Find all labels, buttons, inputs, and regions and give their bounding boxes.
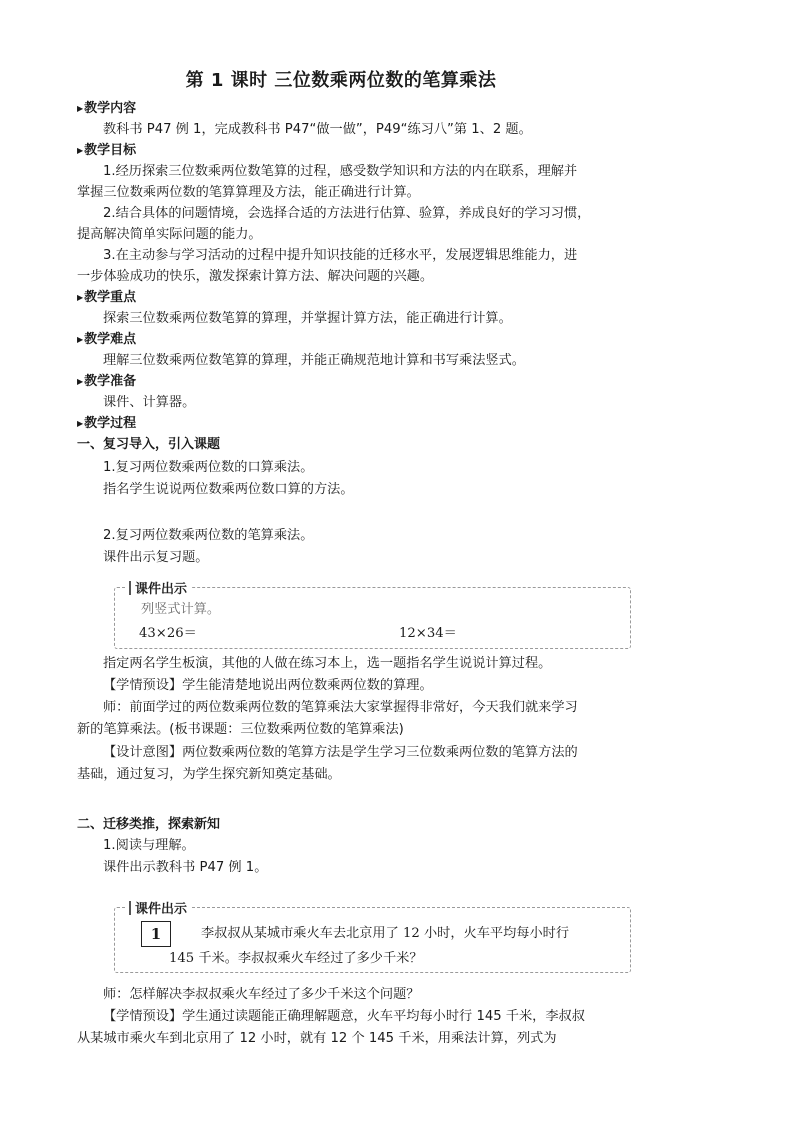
- triangle-icon: ▶: [77, 419, 84, 428]
- prep-text: 课件、计算器。: [103, 395, 196, 410]
- triangle-icon: ▶: [77, 146, 84, 155]
- heading-difficult: ▶教学难点: [77, 332, 137, 347]
- page-title: 第 1 课时 三位数乘两位数的笔算乘法: [185, 70, 497, 91]
- review-instruction: 列竖式计算。: [141, 602, 221, 617]
- section-1-title: 一、复习导入，引入课题: [77, 437, 221, 452]
- courseware-tag: 课件出示: [125, 578, 191, 597]
- s2-p2: 课件出示教科书 P47 例 1。: [103, 860, 268, 875]
- goal-1-line-2: 掌握三位数乘两位数的笔算算理及方法，能正确进行计算。: [77, 185, 420, 200]
- goal-1-line-1: 1.经历探索三位数乘两位数笔算的过程，感受数学知识和方法的内在联系，理解并: [103, 164, 578, 179]
- goal-3-line-2: 一步体验成功的快乐，激发探索计算方法、解决问题的兴趣。: [77, 269, 434, 284]
- s1-p7-line-2: 新的笔算乘法。(板书课题：三位数乘两位数的笔算乘法): [77, 722, 404, 737]
- section-2-title: 二、迁移类推，探索新知: [77, 817, 221, 832]
- triangle-icon: ▶: [77, 104, 84, 113]
- courseware-tag: 课件出示: [125, 898, 191, 917]
- goal-2-line-2: 提高解决简单实际问题的能力。: [77, 227, 262, 242]
- heading-process: ▶教学过程: [77, 416, 137, 431]
- example-line-2: 145 千米。李叔叔乘火车经过了多少千米？: [169, 951, 423, 966]
- s1-p2: 指名学生说说两位数乘两位数口算的方法。: [103, 482, 354, 497]
- s1-p8-line-1: 【设计意图】两位数乘两位数的笔算方法是学生学习三位数乘两位数的笔算方法的: [103, 745, 578, 760]
- review-exercise-2: 12×34＝: [399, 626, 457, 641]
- example-number-badge: 1: [141, 921, 171, 947]
- review-exercise-1: 43×26＝: [139, 626, 197, 641]
- content-text: 教科书 P47 例 1，完成教科书 P47“做一做”，P49“练习八”第 1、2 题。: [103, 122, 532, 137]
- heading-key: ▶教学重点: [77, 290, 137, 305]
- example-line-1: 李叔叔从某城市乘火车去北京用了 12 小时，火车平均每小时行: [201, 926, 570, 941]
- triangle-icon: ▶: [77, 293, 84, 302]
- courseware-box-review: [114, 582, 631, 649]
- heading-goals: ▶教学目标: [77, 143, 137, 158]
- s1-p7-line-1: 师：前面学过的两位数乘两位数的笔算乘法大家掌握得非常好，今天我们就来学习: [103, 700, 578, 715]
- goal-2-line-1: 2.结合具体的问题情境，会选择合适的方法进行估算、验算，养成良好的学习习惯，: [103, 206, 591, 221]
- s2-p4-line-1: 【学情预设】学生通过读题能正确理解题意，火车平均每小时行 145 千米，李叔叔: [103, 1009, 585, 1024]
- triangle-icon: ▶: [77, 377, 84, 386]
- s1-p6: 【学情预设】学生能清楚地说出两位数乘两位数的算理。: [103, 678, 433, 693]
- key-text: 探索三位数乘两位数笔算的算理，并掌握计算方法，能正确进行计算。: [103, 311, 512, 326]
- s1-p3: 2.复习两位数乘两位数的笔算乘法。: [103, 528, 314, 543]
- s1-p8-line-2: 基础，通过复习，为学生探究新知奠定基础。: [77, 767, 341, 782]
- courseware-box-example: [114, 902, 631, 973]
- goal-3-line-1: 3.在主动参与学习活动的过程中提升知识技能的迁移水平，发展逻辑思维能力，进: [103, 248, 578, 263]
- heading-prep: ▶教学准备: [77, 374, 137, 389]
- s1-p5: 指定两名学生板演，其他的人做在练习本上，选一题指名学生说说计算过程。: [103, 656, 552, 671]
- s2-p3: 师：怎样解决李叔叔乘火车经过了多少千米这个问题？: [103, 987, 420, 1002]
- s2-p4-line-2: 从某城市乘火车到北京用了 12 小时，就有 12 个 145 千米，用乘法计算，列式为: [77, 1031, 557, 1046]
- heading-content: ▶教学内容: [77, 101, 137, 116]
- s1-p4: 课件出示复习题。: [103, 550, 209, 565]
- s2-p1: 1.阅读与理解。: [103, 838, 195, 853]
- s1-p1: 1.复习两位数乘两位数的口算乘法。: [103, 460, 314, 475]
- triangle-icon: ▶: [77, 335, 84, 344]
- difficult-text: 理解三位数乘两位数笔算的算理，并能正确规范地计算和书写乘法竖式。: [103, 353, 525, 368]
